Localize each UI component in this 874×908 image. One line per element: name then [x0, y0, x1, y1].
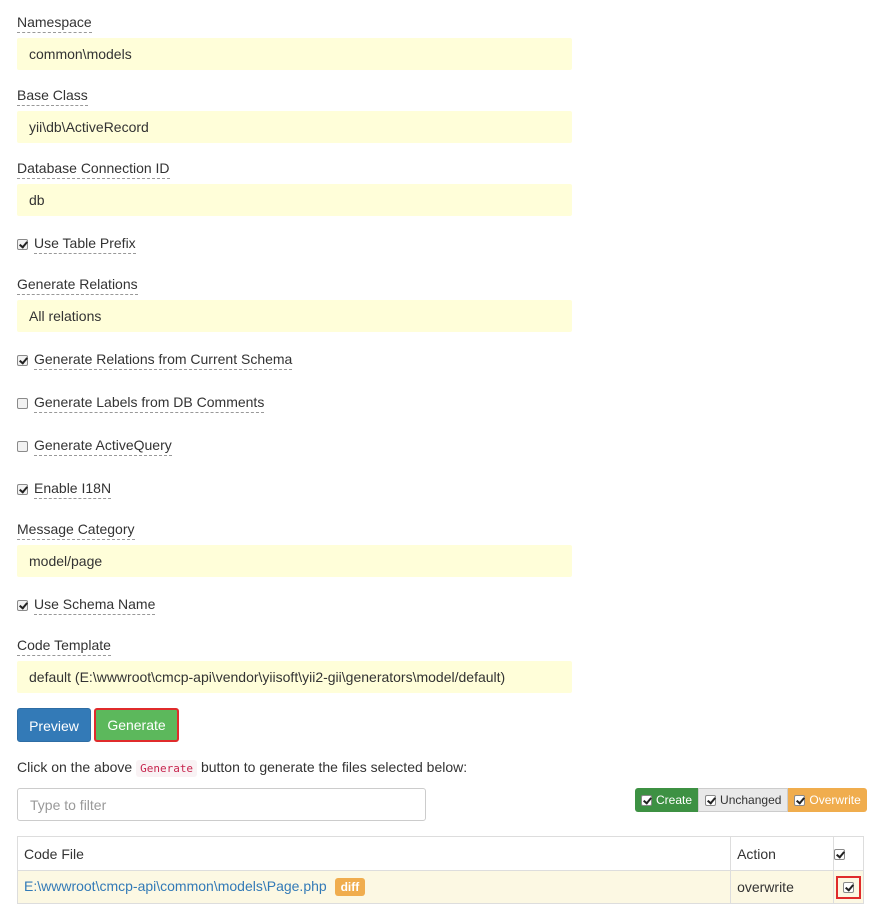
hint-before: Click on the above [17, 759, 133, 775]
generate-activequery-row[interactable] [17, 437, 172, 456]
generate-button[interactable]: Generate [94, 708, 179, 742]
relations-current-schema-row[interactable] [17, 351, 292, 370]
use-table-prefix-checkbox[interactable] [17, 239, 28, 250]
relations-current-schema-label: Generate Relations from Current Schema [34, 351, 292, 370]
base-class-input[interactable]: yii\db\ActiveRecord [17, 111, 572, 143]
labels-from-comments-checkbox[interactable] [17, 398, 28, 409]
generate-relations-select[interactable]: All relations [17, 300, 572, 332]
legend-create-label: Create [656, 793, 693, 807]
db-connection-label: Database Connection ID [17, 160, 170, 179]
code-template-select[interactable]: default (E:\wwwroot\cmcp-api\vendor\yiisoft\yii2-gii\generators\model/default) [17, 661, 572, 693]
action-cell: overwrite [731, 871, 834, 904]
generate-activequery-checkbox[interactable] [17, 441, 28, 452]
generate-hint [17, 759, 467, 775]
highlight-box [836, 876, 861, 899]
enable-i18n-checkbox[interactable] [17, 484, 28, 495]
enable-i18n-row[interactable] [17, 480, 111, 499]
legend-unchanged-checkbox[interactable] [705, 795, 716, 806]
use-table-prefix-label: Use Table Prefix [34, 235, 136, 254]
db-connection-input[interactable]: db [17, 184, 572, 216]
base-class-label: Base Class [17, 87, 88, 106]
header-code-file: Code File [18, 837, 731, 871]
generate-activequery-label: Generate ActiveQuery [34, 437, 172, 456]
file-cell [18, 871, 731, 904]
select-all-checkbox[interactable] [834, 849, 845, 860]
header-select-all[interactable] [834, 837, 864, 871]
file-status-legend [635, 788, 867, 812]
use-schema-name-checkbox[interactable] [17, 600, 28, 611]
legend-create-toggle[interactable] [635, 788, 698, 812]
legend-overwrite-toggle[interactable] [788, 788, 866, 812]
row-select-checkbox[interactable] [843, 882, 854, 893]
filter-input[interactable] [17, 788, 426, 821]
relations-current-schema-checkbox[interactable] [17, 355, 28, 366]
table-header-row [18, 837, 864, 871]
message-category-input[interactable]: model/page [17, 545, 572, 577]
message-category-label: Message Category [17, 521, 135, 540]
legend-create-checkbox[interactable] [641, 795, 652, 806]
hint-after: button to generate the files selected below: [200, 759, 468, 775]
use-table-prefix-row[interactable] [17, 235, 136, 254]
use-schema-name-row[interactable] [17, 596, 155, 615]
use-schema-name-label: Use Schema Name [34, 596, 155, 615]
generate-relations-label: Generate Relations [17, 276, 138, 295]
legend-overwrite-checkbox[interactable] [794, 795, 805, 806]
enable-i18n-label: Enable I18N [34, 480, 111, 499]
code-files-table [17, 836, 864, 904]
legend-unchanged-label: Unchanged [720, 793, 782, 807]
labels-from-comments-label: Generate Labels from DB Comments [34, 394, 264, 413]
row-select-cell[interactable] [834, 871, 864, 904]
preview-button[interactable]: Preview [17, 708, 91, 742]
diff-badge[interactable]: diff [335, 878, 366, 896]
namespace-input[interactable]: common\models [17, 38, 572, 70]
table-row [18, 871, 864, 904]
code-template-label: Code Template [17, 637, 111, 656]
legend-unchanged-toggle[interactable] [698, 788, 788, 812]
legend-overwrite-label: Overwrite [809, 793, 861, 807]
labels-from-comments-row[interactable] [17, 394, 264, 413]
namespace-label: Namespace [17, 14, 92, 33]
file-link[interactable]: E:\wwwroot\cmcp-api\common\models\Page.php [24, 878, 327, 894]
hint-keyword: Generate [136, 760, 197, 777]
header-action: Action [731, 837, 834, 871]
